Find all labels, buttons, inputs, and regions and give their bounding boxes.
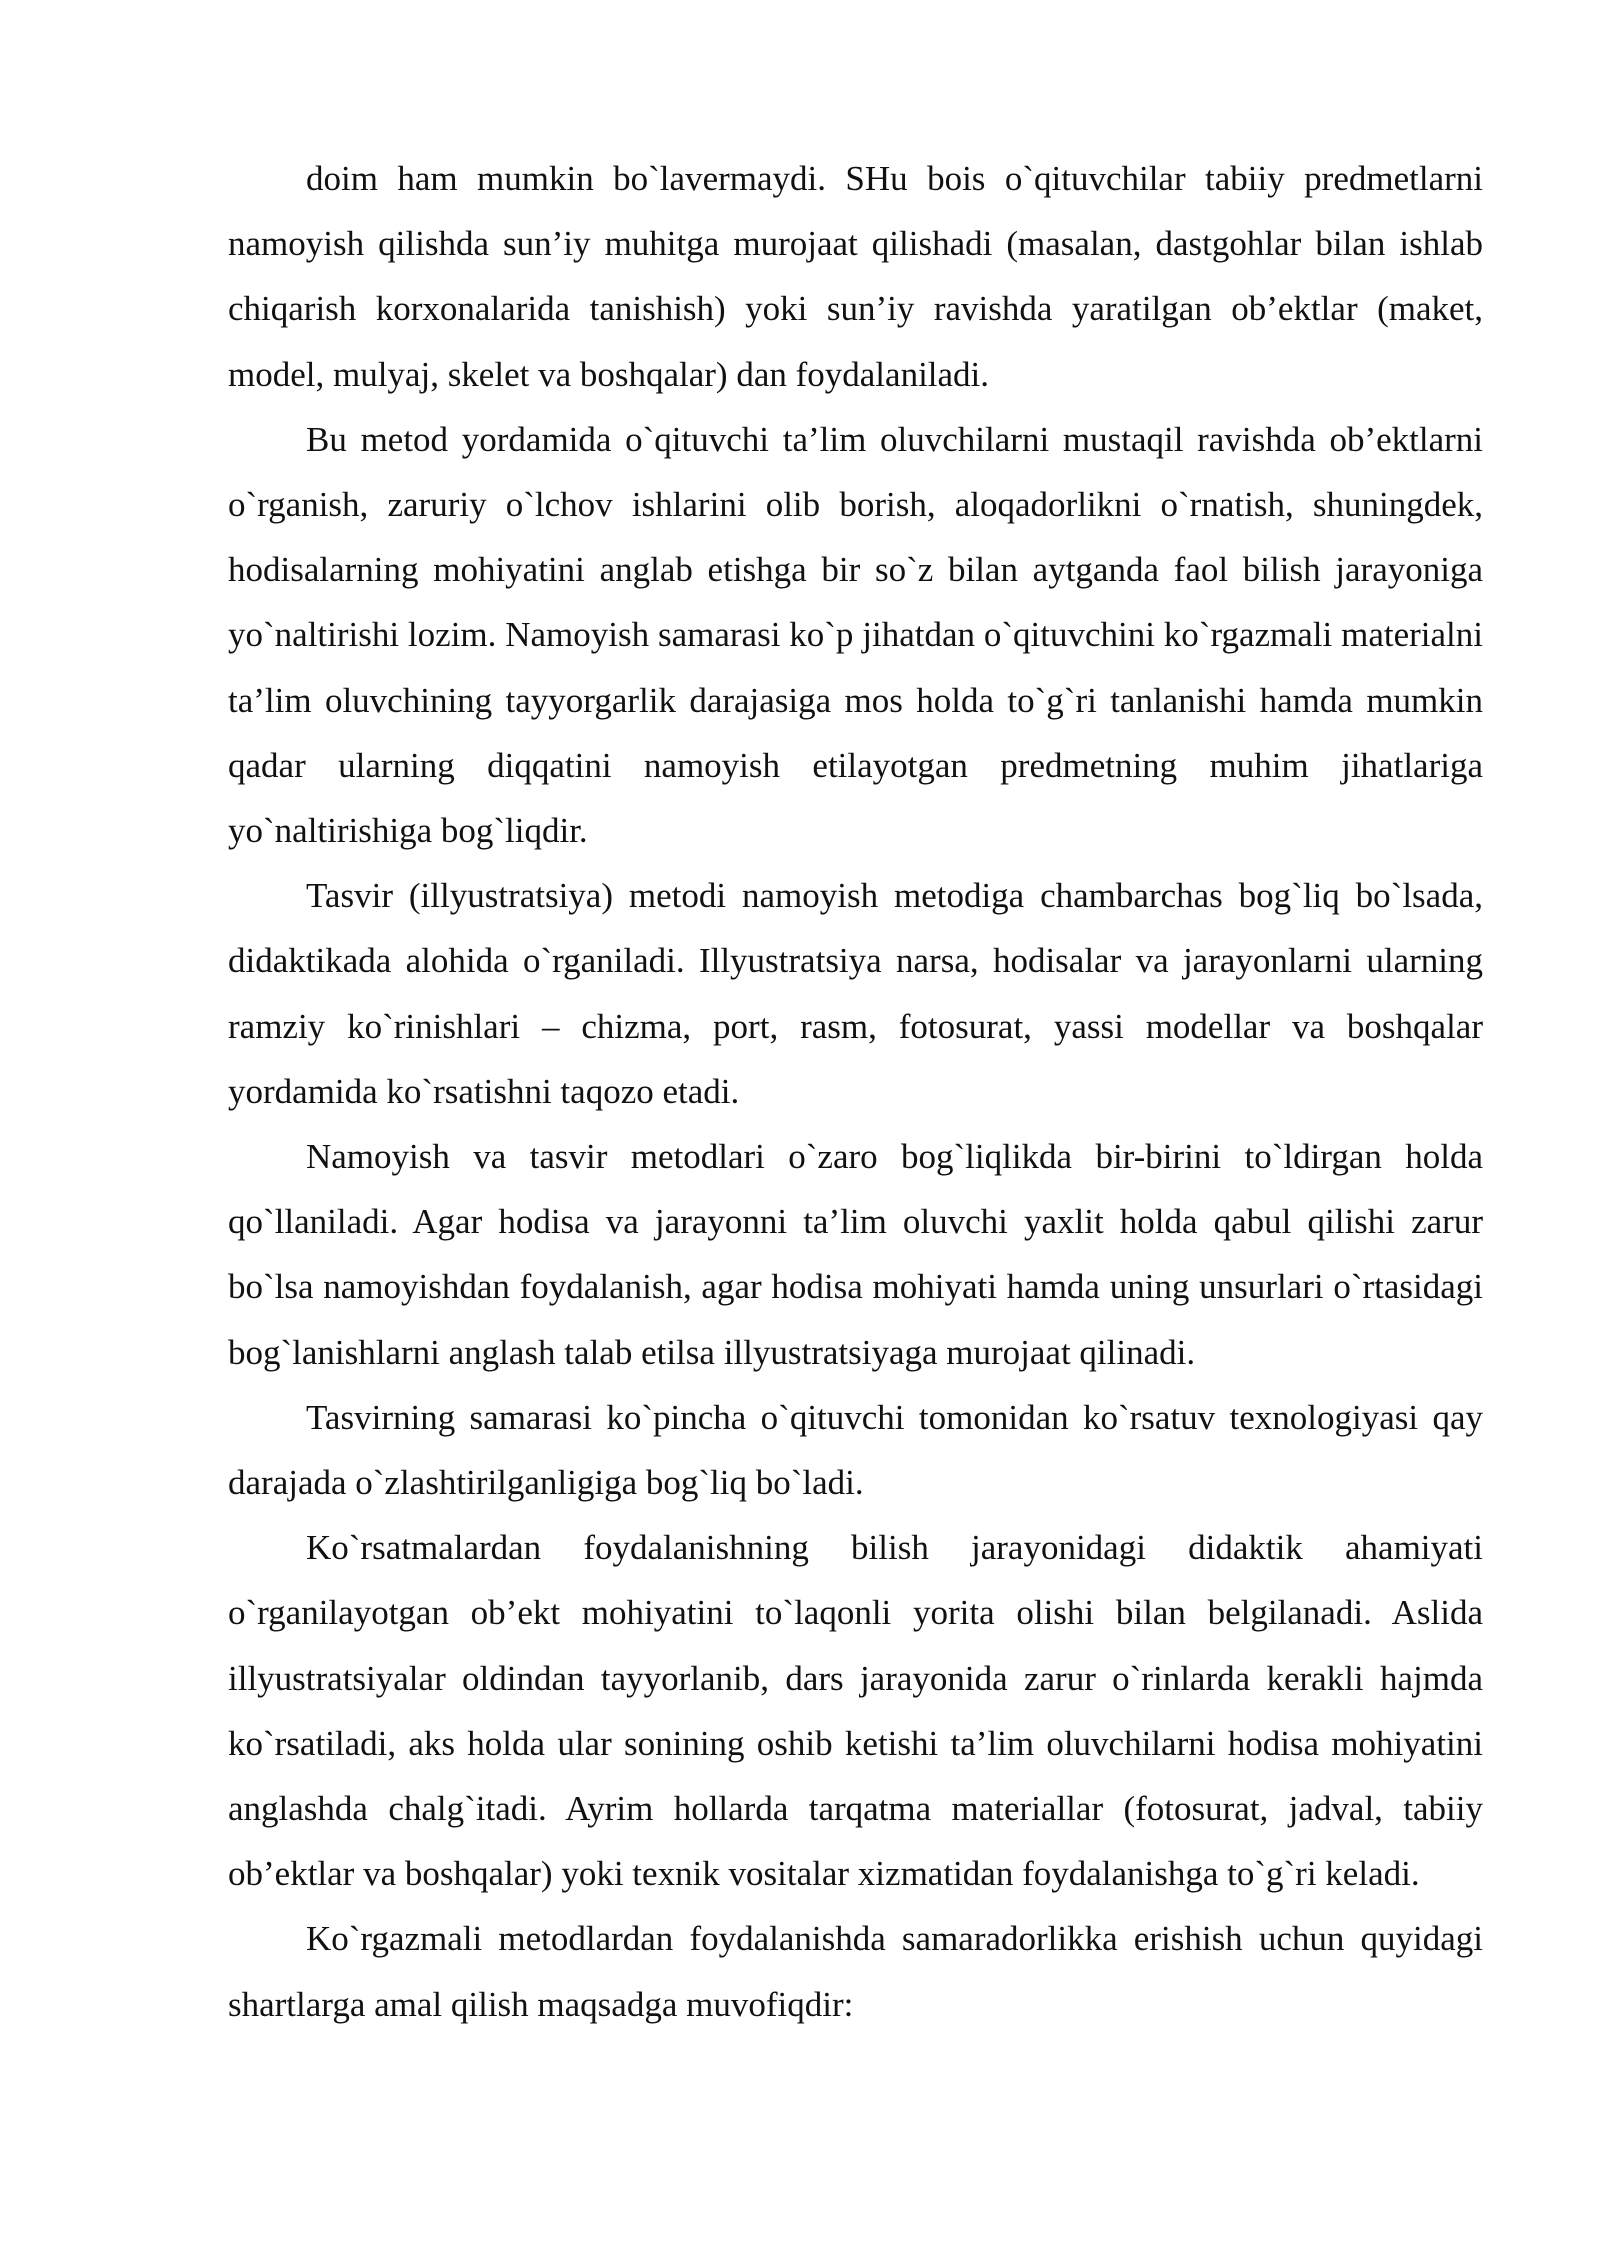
document-body bbox=[228, 146, 1483, 2037]
paragraph-7: Ko`rgazmali metodlardan foydalanishda samaradorlikka erishish uchun quyidagi shartlarga amal qilish maqsadga muvofiqdir: bbox=[228, 1919, 1483, 2024]
paragraph-4: Namoyish va tasvir metodlari o`zaro bog`liqlikda bir-birini to`ldirgan holda qo`llaniladi. Agar hodisa va jarayonni ta’lim oluvchi yaxlit holda qabul qilishi zarur bo`lsa namoyishdan foydalanish, agar hodisa mohiyati hamda uning unsurlari o`rtasidagi bog`lanishlarni anglash talab etilsa illyustratsiyaga murojaat qilinadi. bbox=[228, 1137, 1483, 1372]
paragraph-5: Tasvirning samarasi ko`pincha o`qituvchi tomonidan ko`rsatuv texnologiyasi qay darajada o`zlashtirilganligiga bog`liq bo`ladi. bbox=[228, 1397, 1483, 1503]
paragraph-1: doim ham mumkin bo`lavermaydi. SHu bois o`qituvchilar tabiiy predmetlarni namoyish qilishda sun’iy muhitga murojaat qilishadi (masalan, dastgohlar bilan ishlab chiqarish korxonalarida tanishish) yoki sun’iy ravishda yaratilgan ob’ektlar (maket, model, mulyaj, skelet va boshqalar) dan foydalaniladi. bbox=[228, 159, 1483, 394]
paragraph-2: Bu metod yordamida o`qituvchi ta’lim oluvchilarni mustaqil ravishda ob’ektlarni o`rganish, zaruriy o`lchov ishlarini olib borish, aloqadorlikni o`rnatish, shuningdek, hodisalarning mohiyatini anglab etishga bir so`z bilan aytganda faol bilish jarayoniga yo`naltirishi lozim. Namoyish samarasi ko`p jihatdan o`qituvchini ko`rgazmali materialni ta’lim oluvchining tayyorgarlik darajasiga mos holda to`g`ri tanlanishi hamda mumkin qadar ularning diqqatini namoyish etilayotgan predmetning muhim jihatlariga yo`naltirishiga bog`liqdir. bbox=[228, 419, 1483, 851]
paragraph-3: Tasvir (illyustratsiya) metodi namoyish metodiga chambarchas bog`liq bo`lsada, didaktikada alohida o`rganiladi. Illyustratsiya narsa, hodisalar va jarayonlarni ularning ramziy ko`rinishlari – chizma, port, rasm, fotosurat, yassi modellar va boshqalar yordamida ko`rsatishni taqozo etadi. bbox=[228, 876, 1483, 1111]
paragraph-6: Ko`rsatmalardan foydalanishning bilish jarayonidagi didaktik ahamiyati o`rganilayotgan ob’ekt mohiyatini to`laqonli yorita olishi bilan belgilanadi. Aslida illyustratsiyalar oldindan tayyorlanib, dars jarayonida zarur o`rinlarda kerakli hajmda ko`rsatiladi, aks holda ular sonining oshib ketishi ta’lim oluvchilarni hodisa mohiyatini anglashda chalg`itadi. Ayrim hollarda tarqatma materiallar (fotosurat, jadval, tabiiy ob’ektlar va boshqalar) yoki texnik vositalar xizmatidan foydalanishga to`g`ri keladi. bbox=[228, 1528, 1483, 1894]
